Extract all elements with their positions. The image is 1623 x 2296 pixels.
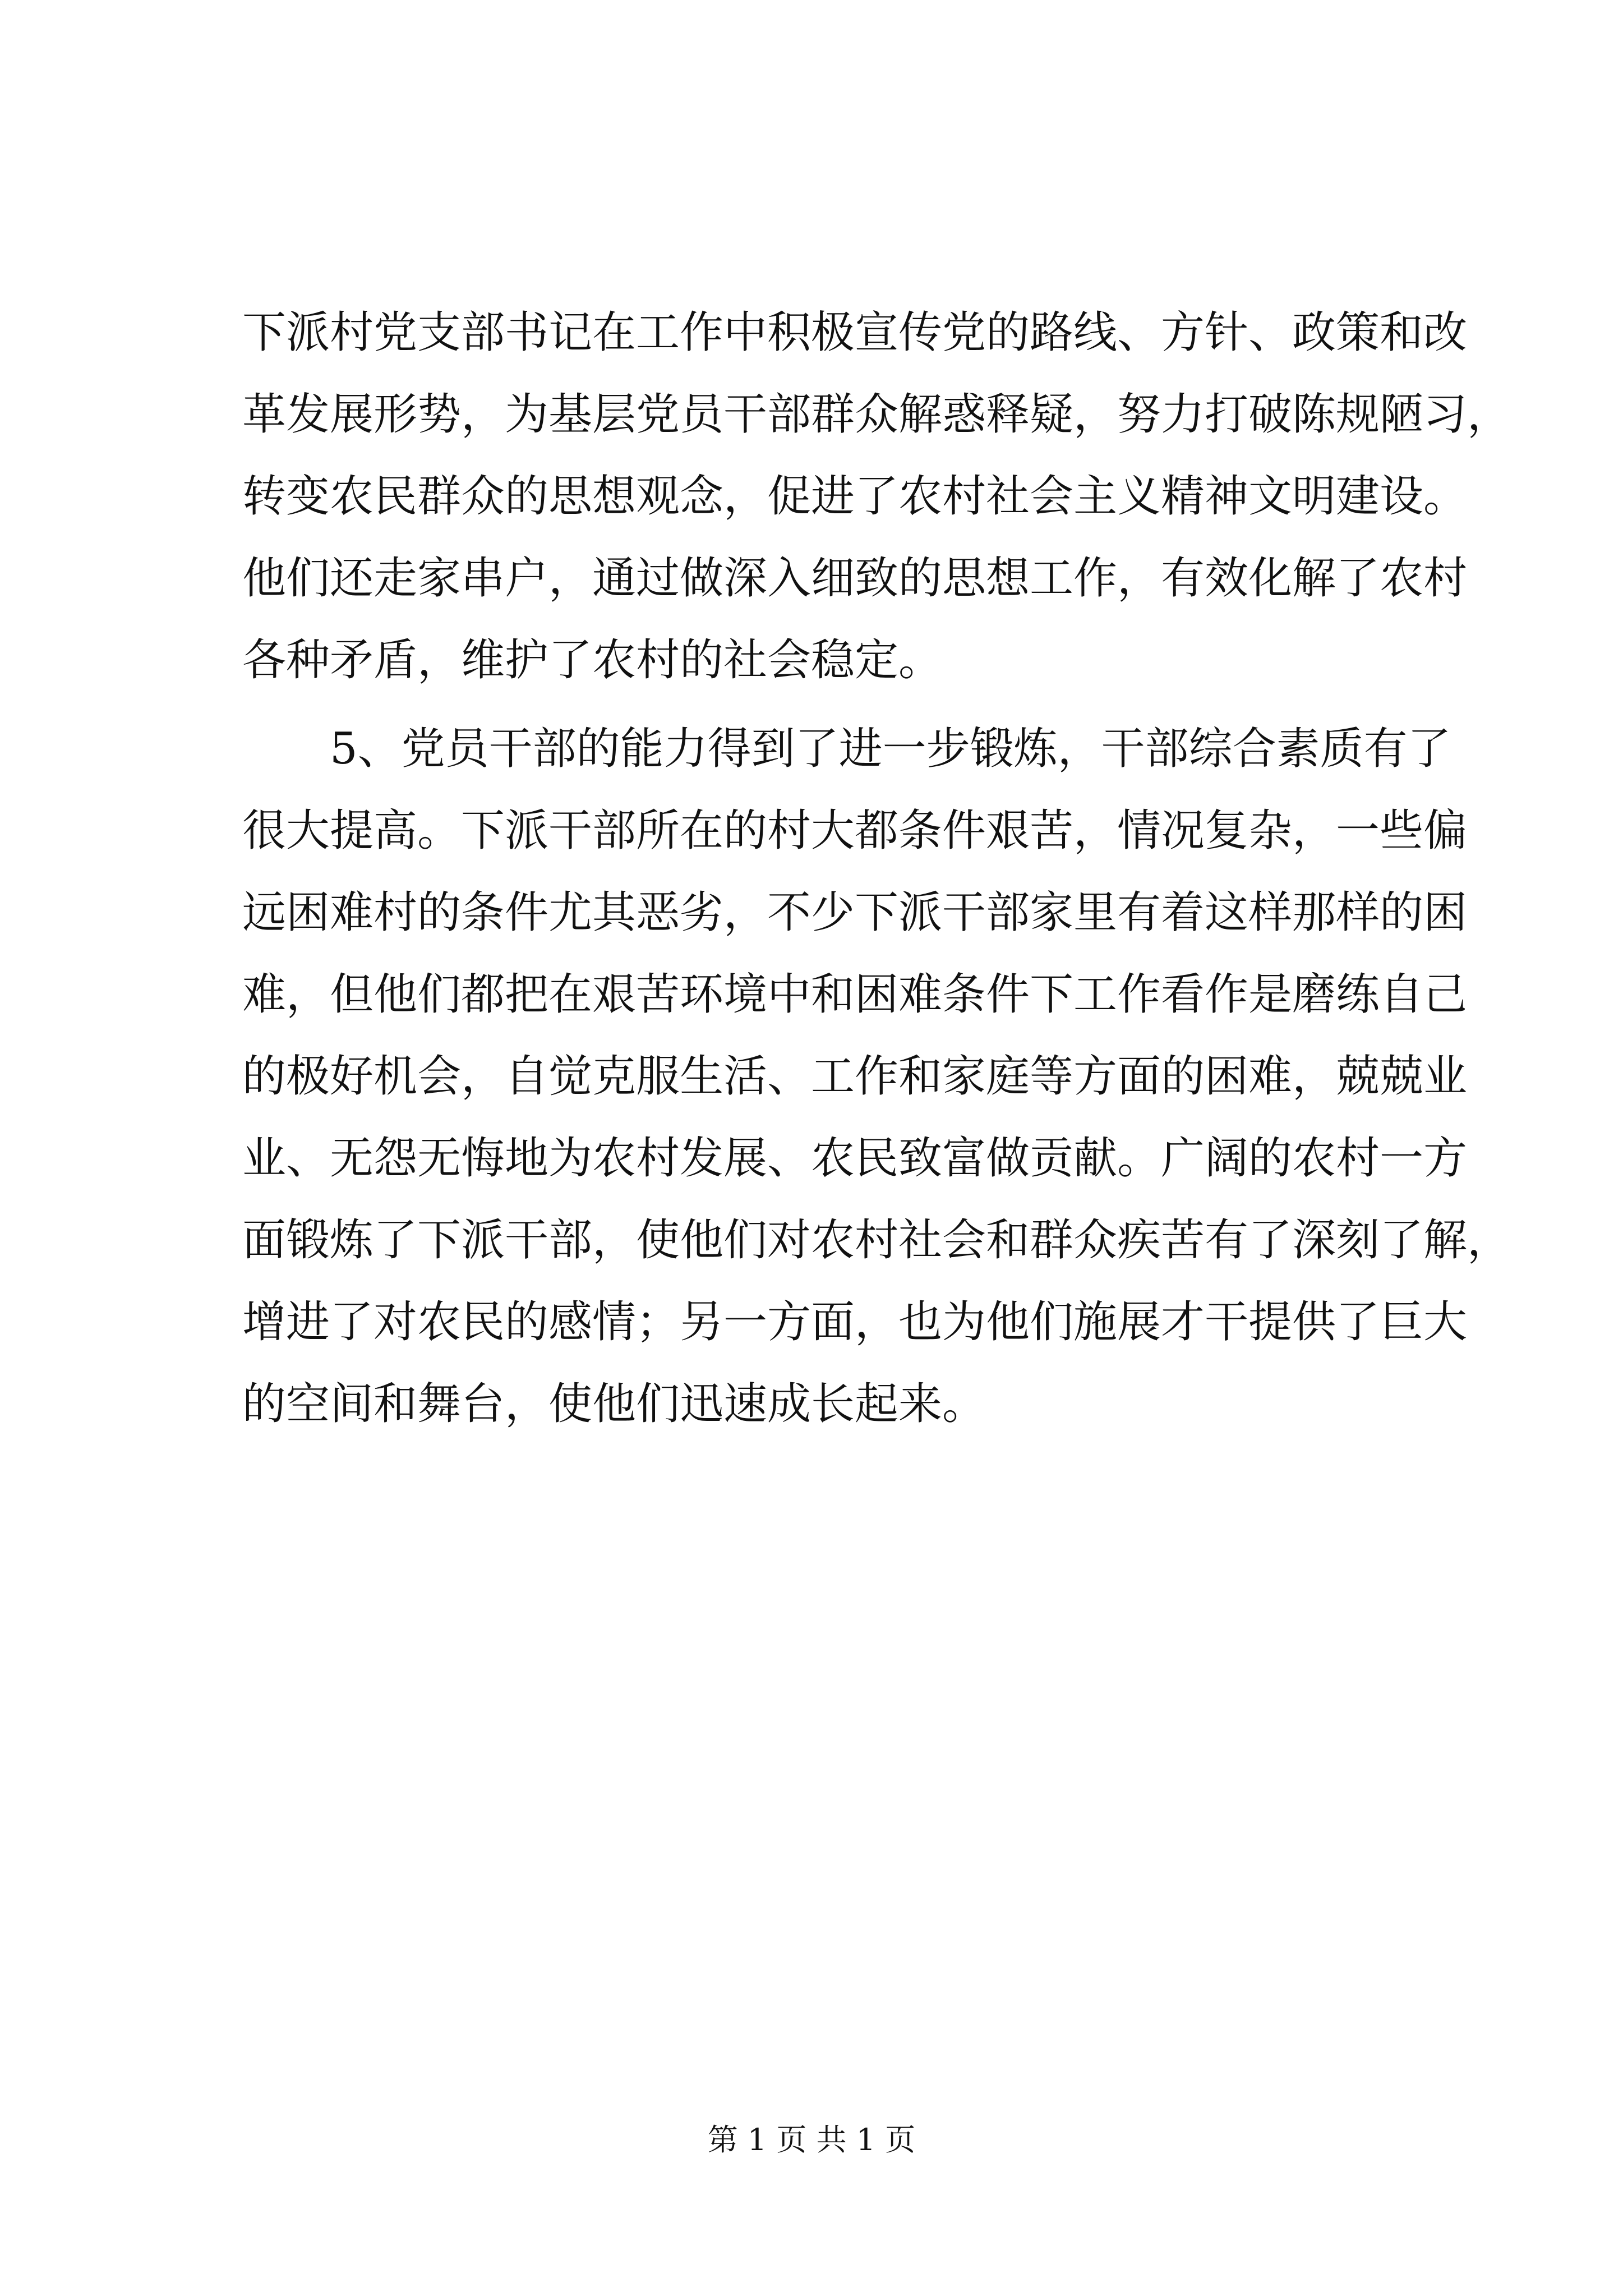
paragraph-line: 业、无怨无悔地为农村发展、农民致富做贡献。广阔的农村一方: [242, 1133, 1468, 1184]
paragraph-line: 革发展形势，为基层党员干部群众解惑释疑，努力打破陈规陋习，: [242, 389, 1511, 440]
paragraph-line: 他们还走家串户，通过做深入细致的思想工作，有效化解了农村: [242, 553, 1468, 604]
paragraph-line: 下派村党支部书记在工作中积极宣传党的路线、方针、政策和改: [242, 307, 1468, 358]
paragraph-line: 很大提高。下派干部所在的村大都条件艰苦，情况复杂，一些偏: [242, 806, 1468, 856]
paragraph-line: 难，但他们都把在艰苦环境中和困难条件下工作看作是磨练自己: [242, 969, 1468, 1020]
paragraph-line: 的极好机会，自觉克服生活、工作和家庭等方面的困难，兢兢业: [242, 1051, 1468, 1102]
paragraph-line: 5、党员干部的能力得到了进一步锻炼，干部综合素质有了: [330, 724, 1451, 774]
paragraph-line: 的空间和舞台，使他们迅速成长起来。: [242, 1379, 986, 1429]
paragraph-gap: [242, 701, 1420, 708]
paragraph-line: 转变农民群众的思想观念，促进了农村社会主义精神文明建设。: [242, 471, 1468, 522]
paragraph-line: 面锻炼了下派干部，使他们对农村社会和群众疾苦有了深刻了解，: [242, 1215, 1511, 1266]
paragraph-2: [242, 708, 1511, 1445]
document-body: [242, 292, 1511, 1445]
paragraph-line: 各种矛盾，维护了农村的社会稳定。: [242, 635, 943, 685]
page-footer: [0, 2116, 1623, 2159]
paragraph-line: 远困难村的条件尤其恶劣，不少下派干部家里有着这样那样的困: [242, 887, 1468, 938]
paragraph-line: 增进了对农民的感情；另一方面，也为他们施展才干提供了巨大: [242, 1297, 1468, 1347]
page-number: 第 1 页 共 1 页: [707, 2122, 916, 2157]
paragraph-1: [242, 292, 1511, 701]
